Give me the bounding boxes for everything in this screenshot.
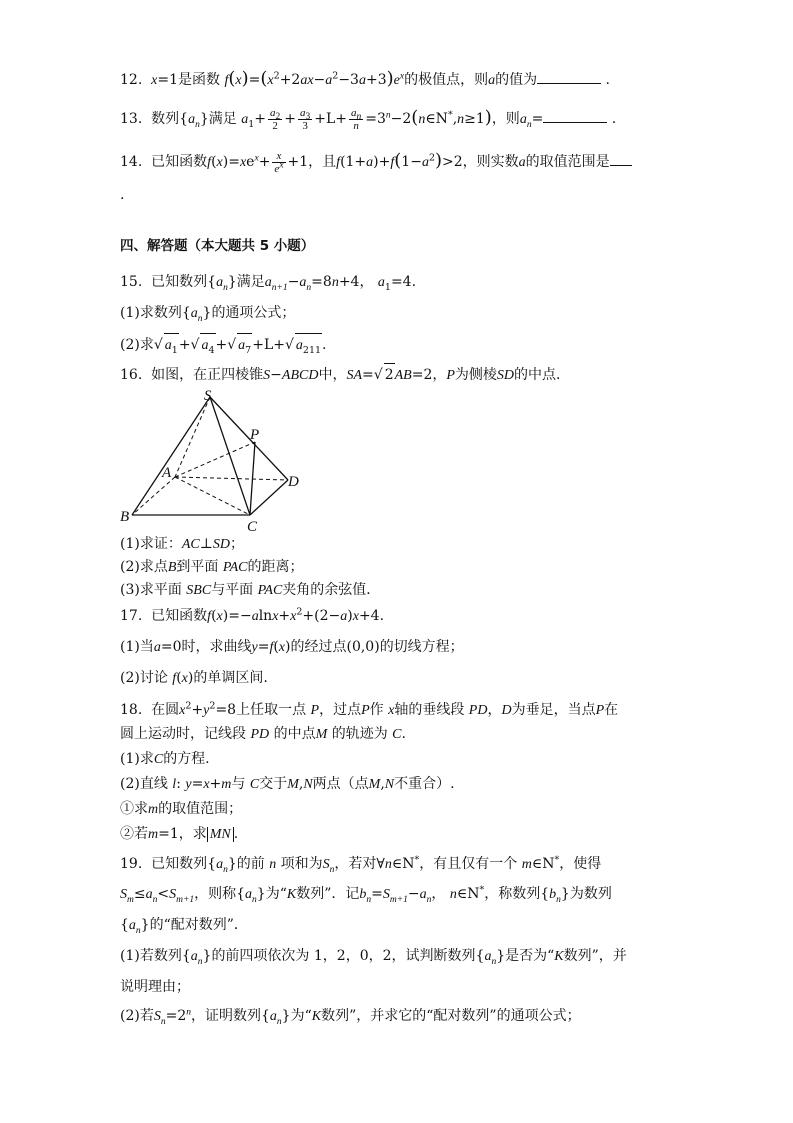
edge-sd xyxy=(210,397,288,480)
label-s: S xyxy=(204,388,212,404)
label-d: D xyxy=(288,474,299,490)
question-17-part-1: (1)当a=0时，求曲线y=f(x)的经过点(0,0)的切线方程； xyxy=(120,639,464,655)
label-b: B xyxy=(120,509,130,525)
question-12: 12. x=1是函数 $f(x)=(x^2+2ax-a^2-3a+3)e^x$的极值点，则a的值为 . xyxy=(120,68,610,89)
question-15-part-2: (2)求√ $a_1+√$ $a_4+√$ $a_7+L+√$ $a_{211}$. xyxy=(120,333,327,357)
question-19-part-2: (2)若$S_n=2^n$，证明数列$\{a_n\}$为“K数列”，并求它的“配对数列”的通项公式； xyxy=(120,1007,581,1027)
answer-blank-13[interactable] xyxy=(543,122,607,123)
question-16-part-1: (1)求证：AC⊥SD； xyxy=(120,536,245,552)
question-18-part-2: (2)直线 l: y=x+m与 C交于M,N两点（点M,N不重合）. xyxy=(120,776,455,792)
question-16-part-3: (3)求平面 SBC与平面 PAC夹角的余弦值． xyxy=(120,582,381,598)
edge-sa xyxy=(175,397,210,477)
pyramid-figure xyxy=(110,385,320,535)
question-14: 14. 已知函数$f(x)=xe^x+$ $\frac{x}{e^x}$ +1，且$f(1+a)+f(1-a^2)>2$，则实数a的取值范围是 xyxy=(120,147,632,177)
answer-blank-14[interactable] xyxy=(610,165,632,166)
question-17-part-2: (2)讨论 f(x)的单调区间. xyxy=(120,670,268,686)
question-17: 17. 已知函数$f(x)=-alnx+x^2+(2-a)x+4$. xyxy=(120,606,385,624)
question-18: 18. 在圆$x^2+y^2=8$上任取一点 P，过点P作 x轴的垂线段 PD，D为垂足，当点P在 xyxy=(120,700,619,718)
label-a: A xyxy=(162,465,172,481)
question-18-part-1: (1)求C的方程. xyxy=(120,751,210,767)
question-15-part-1: (1)求数列$\{a_n\}$的通项公式； xyxy=(120,305,296,324)
question-19: 19. 已知数列$\{a_n\}$的前 n 项和为$S_n$，若对∀n∈N*，有且仅有一个 m∈N*，使得 xyxy=(120,854,602,875)
question-18-sub-2: ②若m=1，求 MN . xyxy=(120,826,239,842)
label-p: P xyxy=(250,427,260,443)
question-18-sub-1: ①求m的取值范围； xyxy=(120,801,243,817)
question-13: 13. 数列$\{a_n\}$满足 $a_1+$ $\frac{a_2}{2}$ + $\frac{a_3}{3}$ +L+ $\frac{a_n}{n}$ $=3^n-2(n\in N^*,n\ge 1)$，则$a_n=$ . xyxy=(120,106,617,132)
segment-pc xyxy=(250,442,255,515)
question-16-part-2: (2)求点B到平面 PAC的距离； xyxy=(120,559,304,575)
edge-cd xyxy=(250,480,288,515)
label-c: C xyxy=(247,519,258,535)
question-16: 16. 如图，在正四棱锥S−ABCD中，SA=√ 2AB=2，P为侧棱SD的中点． xyxy=(120,363,570,387)
edge-ad xyxy=(175,477,288,480)
section-heading: 四、解答题（本大题共 5 小题） xyxy=(120,238,315,254)
edge-sb xyxy=(132,397,210,515)
answer-blank-12[interactable] xyxy=(537,83,601,84)
segment-ap xyxy=(175,442,255,477)
question-19-part-1: (1)若数列$\{a_n\}$的前四项依次为 1，2，0，2，试判断数列$\{a_n\}$是否为“K数列”，并 xyxy=(120,948,627,967)
question-15: 15. 已知数列$\{a_n\}$满足$a_{n+1}-a_n=8n+4$， $a_1=4$. xyxy=(120,274,417,293)
